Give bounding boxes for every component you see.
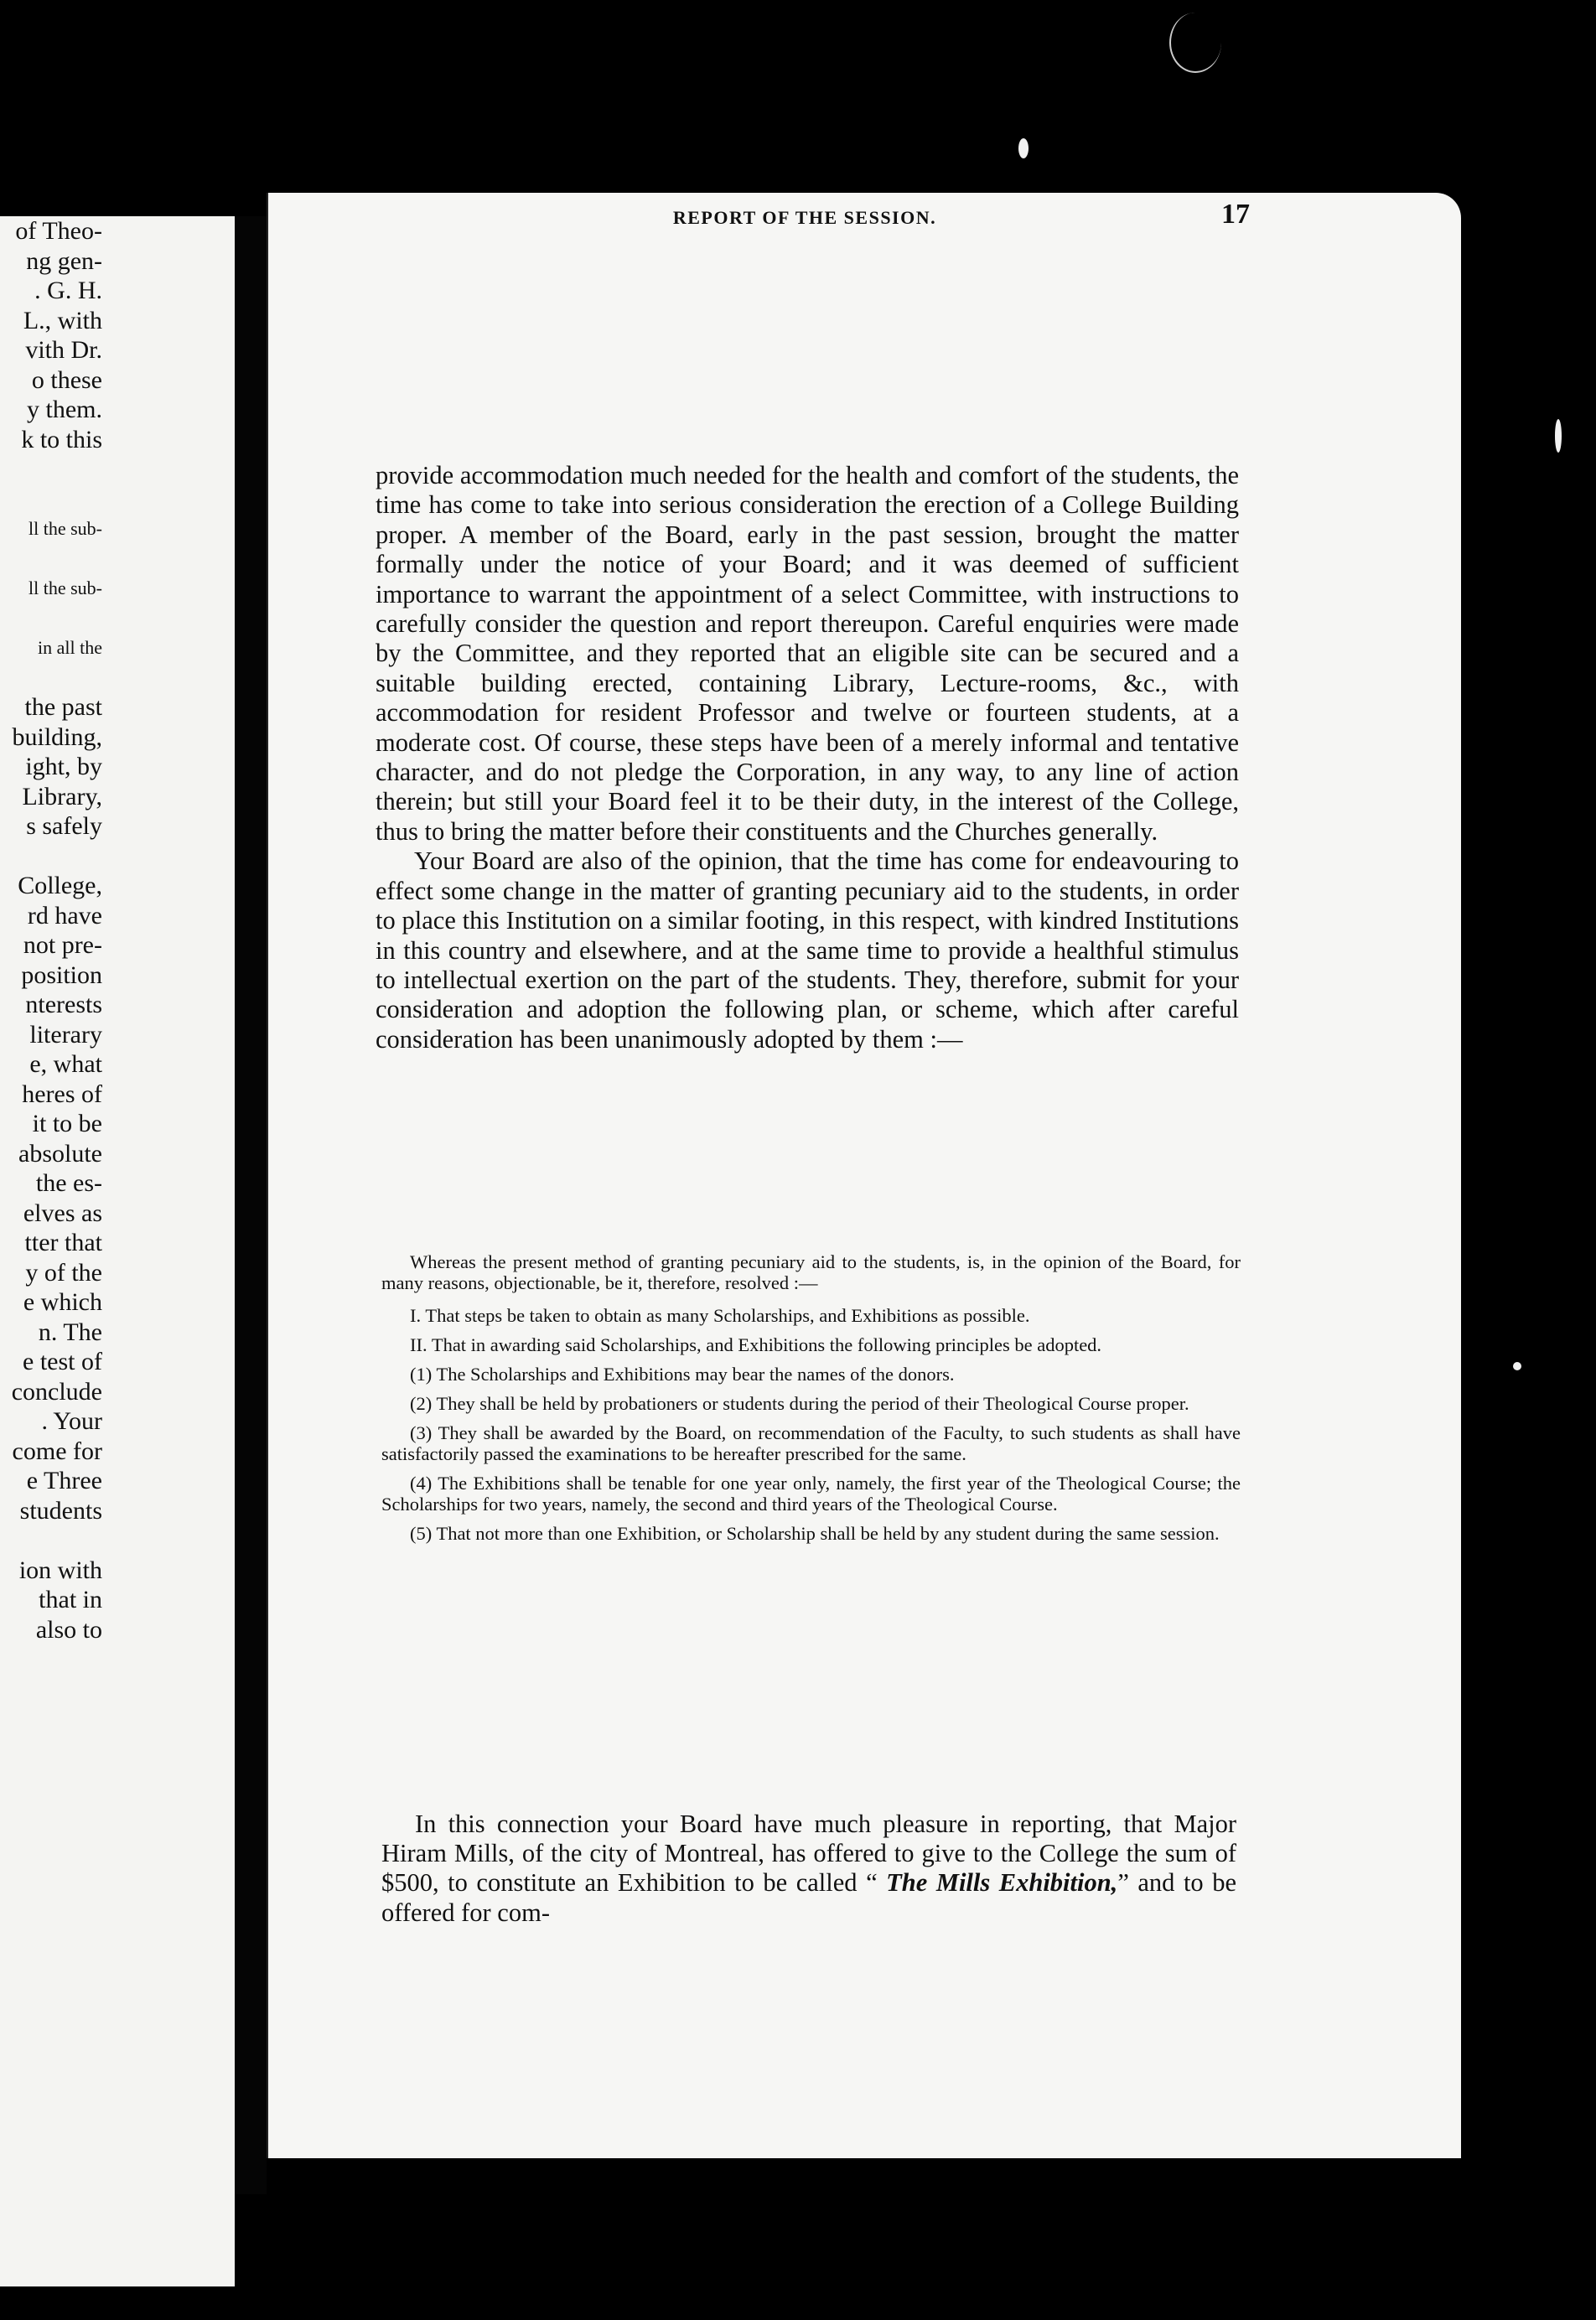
left-page-line [0,454,102,484]
left-page-line: nterests [25,991,102,1018]
left-page-line: ng gen- [26,246,102,275]
left-page-line: also to [35,1615,102,1644]
resolution-item-1: I. That steps be taken to obtain as many Scholarships, and Exhibitions as possible. [410,1305,1030,1326]
page-number: 17 [1221,199,1250,230]
left-page-line: College, [18,872,102,899]
principle-5: (5) That not more than one Exhibition, or Scholarship shall be held by any student during the same session. [410,1523,1220,1544]
left-page-line: in all the [38,637,102,658]
left-page [0,216,235,2286]
resolution-item-2: II. That in awarding said Scholarships, and Exhibitions the following principles be adopted. [410,1334,1102,1355]
principle-2: (2) They shall be held by probationers or students during the period of their Theological Course proper. [410,1393,1189,1414]
left-page-line: come for [12,1437,102,1465]
left-page-line: e, what [29,1050,102,1078]
closing-paragraph [381,1810,1236,1929]
left-page-line: ion with [18,1556,102,1584]
running-head: REPORT OF THE SESSION. [672,207,937,228]
left-page-line: o these [31,365,102,394]
resolution-block [381,1251,1241,1552]
left-page-line [0,484,102,515]
left-page-line [0,544,102,574]
left-page-line: absolute [18,1139,102,1168]
body-text [376,461,1239,1054]
resolution-preamble: Whereas the present method of granting pecuniary aid to the students, is, in the opinion of the Board, for many reasons, objectionable, be it, therefore, resolved :— [381,1251,1241,1293]
left-page-line: Library, [22,782,102,810]
left-page-line: not pre- [23,931,102,959]
exhibition-title: The Mills Exhibition, [886,1868,1118,1898]
left-page-line: rd have [27,901,102,930]
left-page-line: building, [12,722,102,751]
scan-artifact [1018,138,1029,158]
left-page-line: position [21,961,102,989]
left-page-line: y of the [25,1258,102,1287]
principle-1: (1) The Scholarships and Exhibitions may bear the names of the donors. [410,1364,955,1385]
left-page-line: n. The [38,1318,102,1346]
left-page-line [0,842,102,872]
left-page-line: the past [24,693,102,721]
left-page-line: it to be [32,1110,102,1137]
left-page-line: ight, by [25,753,102,780]
left-page-text [0,216,102,1644]
left-page-line: students [19,1496,102,1525]
left-page-line: s safely [26,812,102,840]
left-page-line: e which [23,1288,102,1316]
left-page-line: . Your [41,1407,102,1435]
left-page-line: e Three [26,1467,102,1494]
left-page-line: y them. [27,396,102,423]
left-page-line [0,1525,102,1556]
left-page-line: ll the sub- [28,518,102,539]
left-page-line: k to this [21,425,102,453]
left-page-line: tter that [24,1229,102,1256]
left-page-line [0,663,102,693]
left-page-line: ll the sub- [28,577,102,598]
left-page-line: vith Dr. [25,336,102,364]
scan-artifact [1513,1362,1521,1370]
principle-3: (3) They shall be awarded by the Board, on recommendation of the Faculty, to such students as shall have satisfactorily passed the examinations to be hereafter prescribed for the same. [381,1422,1241,1464]
left-page-line: that in [39,1586,102,1613]
scan-artifact [1169,13,1221,73]
paragraph-2: Your Board are also of the opinion, that the time has come for endeavouring to effect some change in the matter of granting pecuniary aid to the students, in order to place this Institution on a similar footing, in this respect, with kindred Institutions in this country and elsewhere, and at the same time to provide a healthful stimulus to intellectual exertion on the part of the students. They, therefore, submit for your consideration and adoption the following plan, or scheme, which after careful consideration has been unanimously adopted by them :— [376,847,1239,1054]
closing-text-before: In this connection your Board have much pleasure in reporting, that Major Hiram Mills, of the city of Montreal, has offered to give to the College the sum of $500, to constitute an Exhibition to be called “ [381,1809,1236,1898]
left-page-line: conclude [11,1377,102,1406]
left-page-line: . G. H. [34,277,102,304]
left-page-line: the es- [35,1169,102,1197]
left-page-line: heres of [22,1080,102,1108]
left-page-line: e test of [23,1348,102,1375]
closing-text-after: ” and to be offered for com- [381,1868,1236,1927]
left-page-line: literary [29,1020,102,1049]
left-page-line: of Theo- [15,217,102,245]
page-header [381,199,1250,230]
left-page-line [0,603,102,634]
scan-artifact [1555,419,1562,453]
paragraph-1: provide accommodation much needed for the health and comfort of the students, the time has come to take into serious consideration the erection of a College Building proper. A member of the Board, early in the past session, brought the matter formally under the notice of your Board; and it was deemed of sufficient importance to warrant the appointment of a select Committee, with instructions to carefully consider the question and report thereupon. Careful enquiries were made by the Committee, and they reported that an eligible site can be secured and a suitable building erected, containing Library, Lecture-rooms, &c., with accommodation for resident Professor and twelve or fourteen students, at a moderate cost. Of course, these steps have been of a merely informal and tentative character, and do not pledge the Corporation, in any way, to any line of action therein; but still your Board feel it to be their duty, in the interest of the College, thus to bring the matter before their constituents and the Churches generally. [376,461,1239,846]
principle-4: (4) The Exhibitions shall be tenable for one year only, namely, the first year of the Theological Course; the Scholarships for two years, namely, the second and third years of the Theological Course. [381,1473,1241,1515]
left-page-line: elves as [23,1199,102,1227]
book-gutter [235,216,267,2194]
left-page-line: L., with [23,306,102,334]
